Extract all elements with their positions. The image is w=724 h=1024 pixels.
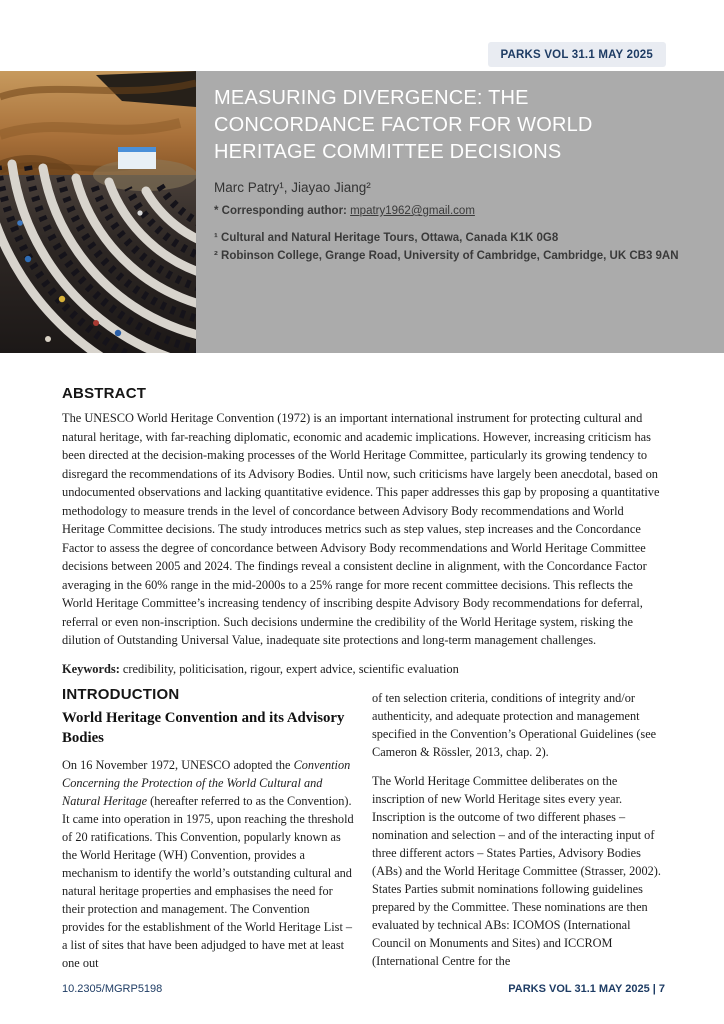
- doi: 10.2305/MGRP5198: [62, 983, 163, 995]
- authors-line: Marc Patry¹, Jiayao Jiang²: [214, 180, 371, 195]
- intro-col1-text-before: On 16 November 1972, UNESCO adopted the: [62, 758, 294, 772]
- intro-col1-paragraph: [62, 756, 355, 972]
- conference-photo: [0, 71, 196, 353]
- intro-col1-text-after: (hereafter referred to as the Convention). It came into operation in 1975, upon reaching the threshold of 20 ratifications. This Convention, popularly known as the World Heritage (WH) Convention, provides a mechanism to identify the world’s outstanding cultural and natural heritage properties and emphasises the need for their protection and management. The Convention provides for the establishment of the World Heritage List – a list of sites that have been adjudged to have met at least one out: [62, 794, 354, 970]
- footer-issue: PARKS VOL 31.1 MAY 2025 | 7: [508, 983, 665, 995]
- header-text-block: [214, 85, 694, 265]
- intro-col2-paragraph-2: The World Heritage Committee deliberates on the inscription of new World Heritage sites every year. Inscription is the outcome of two different phases – nomination and selection – and of the interacting input of three different actors – States Parties, Advisory Bodies (ABs) and the World Heritage Committee (Strasser, 2002). States Parties submit nominations following guidelines prepared by the Committee. These nominations are then evaluated by technical ABs: ICOMOS (International Council on Monuments and Sites) and ICCROM (International Centre for the: [372, 774, 661, 968]
- intro-col1-convention-title: Convention Concerning the Protection of the World Cultural and Natural Heritage: [62, 758, 351, 808]
- corresponding-label: * Corresponding author:: [214, 205, 351, 217]
- intro-col2-paragraph-1: of ten selection criteria, conditions of integrity and/or authenticity, and adequate protection and management specified in the Convention’s Operational Guidelines (see Cameron & Rössler, 2013, chap. 2).: [372, 691, 657, 759]
- issue-badge: PARKS VOL 31.1 MAY 2025: [488, 42, 666, 67]
- affiliation-1: ¹ Cultural and Natural Heritage Tours, Ottawa, Canada K1K 0G8: [214, 232, 559, 244]
- abstract-section: [62, 385, 665, 677]
- corresponding-author-line: [214, 205, 694, 217]
- introduction-heading: INTRODUCTION: [62, 686, 180, 703]
- introduction-section: [62, 686, 665, 972]
- keywords-label: Keywords:: [62, 661, 120, 676]
- article-title: MEASURING DIVERGENCE: THE CONCORDANCE FACTOR FOR WORLD HERITAGE COMMITTEE DECISIONS: [214, 87, 593, 163]
- affiliation-2: ² Robinson College, Grange Road, University of Cambridge, Cambridge, UK CB3 9AN: [214, 250, 679, 262]
- intro-subheading: World Heritage Convention and its Advisory Bodies: [62, 710, 345, 746]
- page-footer: [62, 983, 665, 995]
- keywords-line: [62, 662, 665, 677]
- intro-column-right: [372, 686, 665, 972]
- conference-photo-graphic: [0, 71, 196, 353]
- corresponding-email-link[interactable]: mpatry1962@gmail.com: [350, 205, 475, 217]
- intro-column-left: [62, 686, 355, 972]
- keywords-text: credibility, politicisation, rigour, expert advice, scientific evaluation: [119, 661, 459, 676]
- header-band: [0, 71, 724, 353]
- abstract-heading: ABSTRACT: [62, 385, 147, 402]
- abstract-body: The UNESCO World Heritage Convention (1972) is an important international instrument for protecting cultural and natural heritage, with far-reaching diplomatic, economic and academic implications. However, increasing criticism has been directed at the decision-making processes of the World Heritage Committee, particularly its growing tendency to disregard the recommendations of its Advisory Bodies. Until now, such criticisms have largely been anecdotal, based on undocumented observations and lacking quantitative evidence. This paper addresses this gap by proposing a quantitative methodology to measure trends in the level of concordance between Advisory Body recommendations and World Heritage Committee decisions. The study introduces metrics such as step values, step increases and the Concordance Factor to assess the degree of concordance between Advisory Body recommendations and World Heritage Committee decisions between 2005 and 2024. The findings reveal a consistent decline in alignment, with the Concordance Factor averaging in the 60% range in the mid-2000s to a 25% range for more recent committee decisions. This reflects the World Heritage Committee’s increasing tendency of inscribing despite Advisory Body recommendations for deferral, referral or even non-inscription. Such decisions undermine the credibility of the World Heritage system, risking the dilution of Outstanding Universal Value, inadequate site protections and long-term management challenges.: [62, 411, 660, 647]
